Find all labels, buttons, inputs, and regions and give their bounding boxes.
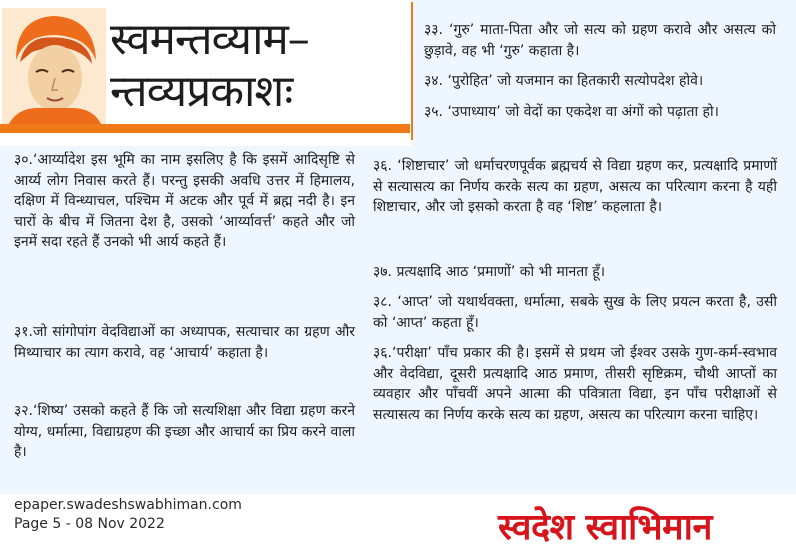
column-divider [411, 2, 413, 140]
paragraph-38: ३८. ‘आप्त’ जो यथार्थवक्ता, धर्मात्मा, सबके सुख के लिए प्रयत्न करता है, उसी को ‘आप्त’ कहता हूँ। [373, 294, 777, 331]
paragraph-36: ३६. ‘शिष्टाचार’ जो धर्माचरणपूर्वक ब्रह्मचर्य से विद्या ग्रहण कर, प्रत्यक्षादि प्रमाणों से सत्यासत्य का निर्णय करके सत्य का ग्रहण, असत्य का परित्याग करना है यही शिष्टाचार, और जो इसको करता है वह ‘शिष्ट’ कहलाता है। [373, 158, 777, 216]
paragraph-37: ३७. प्रत्यक्षादि आठ ‘प्रमाणों’ को भी मानता हूँ। [373, 264, 606, 280]
article-title-line2: न्तव्यप्रकाशः [110, 66, 293, 117]
brand-logo: स्वदेश स्वाभिमान [498, 506, 712, 548]
page-info: Page 5 - 08 Nov 2022 [14, 516, 165, 532]
paragraph-32: ३२.‘शिष्य’ उसको कहते हैं कि जो सत्यशिक्षा और विद्या ग्रहण करने योग्य, धर्मात्मा, विद्याग्रहण की इच्छा और आचार्य का प्रिय करने वाला है। [14, 403, 355, 461]
paragraph-31: ३१.जो सांगोपांग वेदविद्याओं का अध्यापक, सत्याचार का ग्रहण और मिथ्याचार का त्याग करावे, वह ‘आचार्य’ कहाता है। [14, 324, 355, 361]
paragraph-35: ३५. ‘उपाध्याय’ जो वेदों का एकदेश वा अंगों को पढ़ाता हो। [424, 104, 719, 120]
paragraph-39: ३६.‘परीक्षा’ पाँच प्रकार की है। इसमें से प्रथम जो ईश्वर उसके गुण-कर्म-स्वभाव और वेदविद्या, दूसरी प्रत्यक्षादि आठ प्रमाण, तीसरी सृष्टिक्रम, चौथी आप्तों का व्यवहार और पाँचवीं अपने आत्मा की पवित्राता विद्या, इन पाँच परीक्षाओं से सत्यासत्य का निर्णय करके सत्य का ग्रहण, असत्य का परित्याग करना चाहिए। [373, 345, 777, 423]
header-divider [0, 124, 410, 133]
epaper-url: epaper.swadeshswabhiman.com [14, 497, 242, 513]
paragraph-34: ३४. ‘पुरोहित’ जो यजमान का हितकारी सत्योपदेश होवे। [424, 73, 704, 89]
article-header [0, 0, 411, 146]
paragraph-30: ३०.‘आर्य्यादेश इस भूमि का नाम इसलिए है कि इसमें आदिसृष्टि से आर्य्य लोग निवास करते हैं। परन्तु इसकी अवधि उत्तर में हिमालय, दक्षिण में विन्ध्याचल, पश्चिम में अटक और पूर्व में ब्रह्म नदी है। इन चारों के बीच में जितना देश है, उसको ‘आर्य्यावर्त्त’ कहते और जो इनमें सदा रहते हैं उनको भी आर्य कहते हैं। [14, 152, 355, 251]
paragraph-33: ३३. ‘गुरु’ माता-पिता और जो सत्य को ग्रहण करावे और असत्य को छुड़ावे, वह भी ‘गुरु’ कहाता है। [424, 22, 776, 59]
portrait-icon [2, 8, 106, 126]
article-title-line1: स्वमन्तव्याम– [110, 14, 309, 65]
